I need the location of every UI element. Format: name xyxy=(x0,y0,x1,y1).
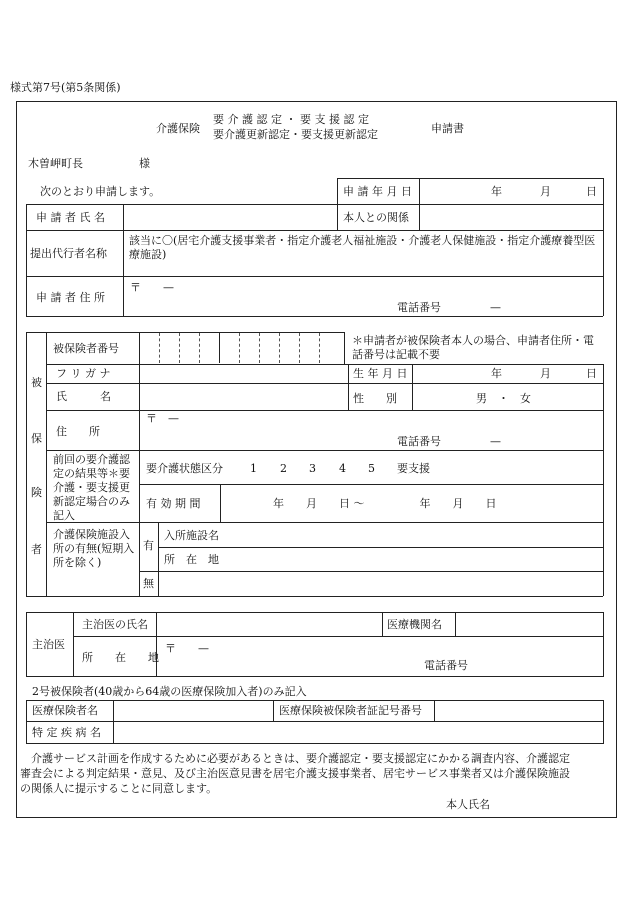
applicant-name-field[interactable] xyxy=(126,206,334,228)
care-level-4[interactable]: 4 xyxy=(339,462,346,475)
doctor-postal[interactable]: 〒 — xyxy=(165,642,209,655)
sex-options[interactable]: 男 ・ 女 xyxy=(476,392,531,405)
relation-label: 本人との関係 xyxy=(343,211,409,224)
consent-line1: 介護サービス計画を作成するために必要があるときは、要介護認定・要支援認定にかかる調査内容、介護認定 xyxy=(31,752,570,765)
support-option[interactable]: 要支援 xyxy=(397,462,430,475)
form-number: 様式第7号(第5条関係) xyxy=(10,81,121,94)
birth-label: 生 年 月 日 xyxy=(353,367,408,380)
birth-day[interactable]: 日 xyxy=(586,367,597,380)
care-level-3[interactable]: 3 xyxy=(309,462,316,475)
card-number-label: 医療保険被保険者証記号番号 xyxy=(279,704,422,717)
insured-number-label: 被保険者番号 xyxy=(53,342,119,355)
facility-no[interactable]: 無 xyxy=(143,577,154,590)
care-level-5[interactable]: 5 xyxy=(368,462,375,475)
insured-note: ＊申請者が被保険者本人の場合、申請者住所・電話番号は記載不要 xyxy=(352,334,594,361)
title-prefix: 介護保険 xyxy=(156,122,200,135)
applicant-name-label: 申 請 者 氏 名 xyxy=(36,211,105,224)
insured-postal[interactable]: 〒 — xyxy=(146,412,179,425)
intro-text: 次のとおり申請します。 xyxy=(40,185,161,198)
relation-field[interactable] xyxy=(421,206,601,228)
insurer-label: 医療保険者名 xyxy=(32,704,98,717)
applicant-postal[interactable]: 〒 — xyxy=(130,281,174,294)
furigana-field[interactable] xyxy=(141,365,346,382)
facility-label: 介護保険施設入所の有無(短期入所を除く) xyxy=(53,528,135,569)
care-level-1[interactable]: 1 xyxy=(250,462,257,475)
application-date-year[interactable]: 年 xyxy=(491,185,502,198)
honorific: 様 xyxy=(139,157,150,170)
prev-result-label: 前回の要介護認定の結果等＊要介護・要支援更新認定場合のみ記入 xyxy=(53,453,130,522)
applicant-address-label: 申 請 者 住 所 xyxy=(36,291,105,304)
application-date-day[interactable]: 日 xyxy=(586,185,597,198)
type2-heading: 2号被保険者(40歳から64歳の医療保険加入者)のみ記入 xyxy=(32,685,307,698)
doctor-phone-label: 電話番号 xyxy=(424,659,468,672)
birth-month[interactable]: 月 xyxy=(540,367,551,380)
title-line2: 要介護更新認定・要支援更新認定 xyxy=(213,128,378,141)
insured-side-3: 険 xyxy=(31,486,42,499)
insured-side-2: 保 xyxy=(31,432,42,445)
doctor-address-label: 所 在 地 xyxy=(82,651,159,664)
consent-line2: 審査会による判定結果・意見、及び主治医意見書を居宅介護支援事業者、居宅サービス事業者又は介護保険施設 xyxy=(20,767,570,780)
care-level-label: 要介護状態区分 xyxy=(146,462,223,475)
validity-label: 有 効 期 間 xyxy=(146,497,201,510)
facility-name-label: 入所施設名 xyxy=(164,529,219,542)
agent-note[interactable]: 該当に〇(居宅介護支援事業者・指定介護老人福祉施設・介護老人保健施設・指定介護療養型医療施設) xyxy=(129,234,596,261)
title-line1: 要 介 護 認 定 ・ 要 支 援 認 定 xyxy=(213,113,369,126)
disease-label: 特 定 疾 病 名 xyxy=(32,726,101,739)
sex-label: 性 別 xyxy=(353,392,397,405)
doctor-name-label: 主治医の氏名 xyxy=(82,618,148,631)
applicant-phone-label: 電話番号 xyxy=(397,301,441,314)
applicant-phone-dash[interactable]: — xyxy=(490,301,501,314)
furigana-label: フ リ ガ ナ xyxy=(56,367,111,380)
insured-side-4: 者 xyxy=(31,543,42,556)
title-suffix: 申請書 xyxy=(431,122,464,135)
insured-phone-label: 電話番号 xyxy=(397,435,441,448)
consent-line3: の関係人に提示することに同意します。 xyxy=(20,782,218,795)
application-date-month[interactable]: 月 xyxy=(540,185,551,198)
agent-label: 提出代行者名称 xyxy=(30,247,107,260)
doctor-side-label: 主治医 xyxy=(32,638,65,651)
institution-label: 医療機関名 xyxy=(387,618,442,631)
signature-label: 本人氏名 xyxy=(446,798,490,811)
insured-phone-dash[interactable]: — xyxy=(490,435,501,448)
facility-yes[interactable]: 有 xyxy=(143,539,154,552)
birth-year[interactable]: 年 xyxy=(491,367,502,380)
insured-address-label: 住 所 xyxy=(56,425,100,438)
validity-period[interactable]: 年 月 日 〜 年 月 日 xyxy=(273,497,497,510)
insured-side-1: 被 xyxy=(31,376,42,389)
addressee: 木曽岬町長 xyxy=(28,157,83,170)
application-date-label: 申 請 年 月 日 xyxy=(343,185,412,198)
care-level-2[interactable]: 2 xyxy=(280,462,287,475)
insured-name-label: 氏 名 xyxy=(56,390,111,403)
facility-location-label: 所 在 地 xyxy=(164,553,219,566)
insured-name-field[interactable] xyxy=(141,385,346,408)
